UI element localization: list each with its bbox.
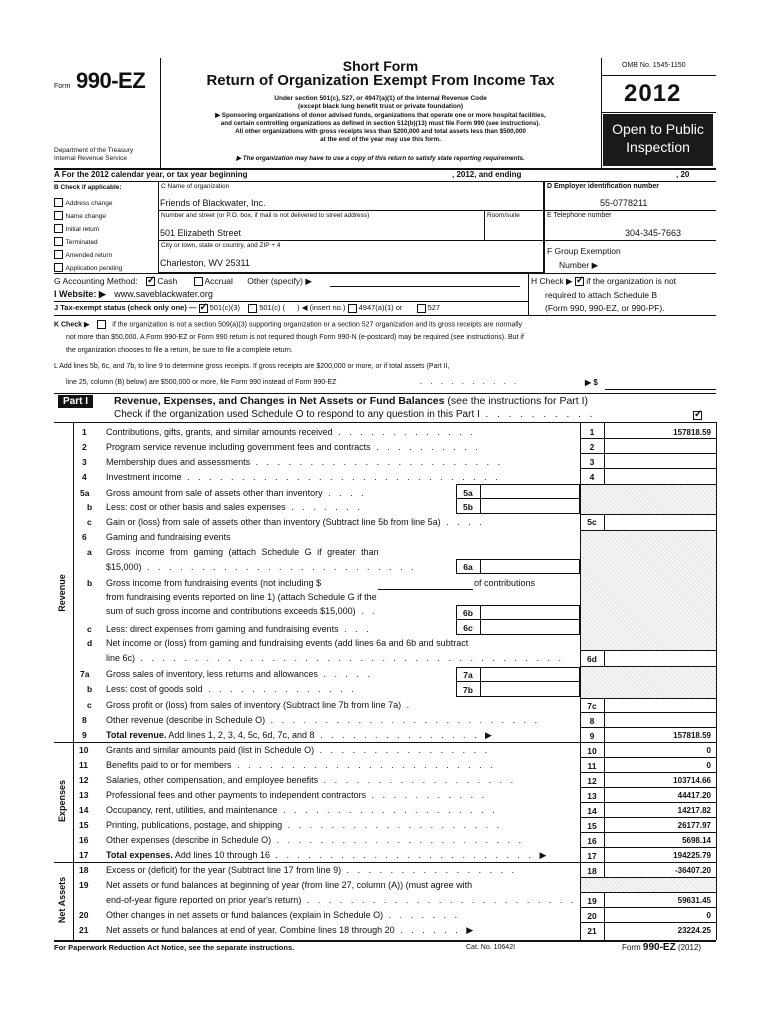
ein-value[interactable]: 55-0778211 bbox=[600, 198, 648, 208]
all-other-line-1: All other organizations with gross receipts less than $200,000 and total assets less than $500,000 bbox=[235, 128, 526, 135]
line-13-text: Professional fees and other payments to independent contractors . . . . . . . . . . . bbox=[106, 790, 488, 800]
line-2-text: Program service revenue including government fees and contracts . . . . . . . . . . bbox=[106, 442, 481, 452]
section-a-label: A For the 2012 calendar year, or tax year beginning bbox=[54, 170, 248, 179]
line-17-box: 17 bbox=[587, 851, 597, 861]
name-change-option[interactable]: Name change bbox=[54, 210, 122, 223]
line-7a-box: 7a bbox=[463, 670, 473, 680]
city-value[interactable]: Charleston, WV 25311 bbox=[160, 258, 250, 268]
line-6b-box: 6b bbox=[463, 608, 473, 618]
line-17-text: Total expenses. Add lines 10 through 16 . . . . . . . . . . . . . . . . . . . . . . . . ▶ bbox=[106, 850, 550, 860]
part1-title: Revenue, Expenses, and Changes in Net Assets or Fund Balances (see the instructions for Part I) bbox=[114, 395, 589, 407]
line-6b-text-3: sum of such gross income and contributions exceeds $15,000) . . bbox=[106, 606, 378, 616]
line-5b-number: b bbox=[87, 502, 93, 512]
title-short: Short Form bbox=[342, 58, 419, 74]
line-12-box: 12 bbox=[587, 776, 597, 786]
org-name-label: C Name of organization bbox=[161, 183, 230, 190]
amended-return-checkbox[interactable] bbox=[54, 250, 63, 259]
section-k-checkbox[interactable] bbox=[97, 320, 106, 329]
tax-year: 2012 bbox=[624, 80, 682, 107]
line-15-number: 15 bbox=[79, 820, 89, 830]
section-a-20: , 20 bbox=[676, 170, 690, 179]
line-11-box: 11 bbox=[587, 761, 597, 771]
line-7a-text: Gross sales of inventory, less returns and allowances . . . . . bbox=[106, 669, 373, 679]
line-5a-text: Gross amount from sale of assets other than inventory . . . . bbox=[106, 488, 367, 498]
line-17-number: 17 bbox=[79, 850, 89, 860]
cash-checkbox[interactable] bbox=[146, 277, 155, 286]
line-6c-box: 6c bbox=[463, 623, 473, 633]
org-name-value[interactable]: Friends of Blackwater, Inc. bbox=[160, 198, 266, 208]
line-9-amount[interactable]: 157818.59 bbox=[673, 731, 711, 740]
line-6c-text: Less: direct expenses from gaming and fundraising events . . . bbox=[106, 624, 372, 634]
line-3-text: Membership dues and assessments . . . . . . . . . . . . . . . . . . . . . . . bbox=[106, 457, 504, 467]
website-value[interactable]: www.saveblackwater.org bbox=[114, 289, 213, 299]
line-1-amount[interactable]: 157818.59 bbox=[673, 428, 711, 437]
line-6a-text: Gross income from gaming (attach Schedule G if greater than bbox=[106, 547, 379, 557]
line-14-box: 14 bbox=[587, 806, 597, 816]
501c-checkbox[interactable] bbox=[248, 304, 257, 313]
line-19-box: 19 bbox=[587, 896, 597, 906]
line-10-box: 10 bbox=[587, 746, 597, 756]
accounting-method: G Accounting Method: ✓ Cash Accrual Other (specify) ▶ bbox=[54, 276, 312, 287]
line-21-text: Net assets or fund balances at end of year. Combine lines 18 through 20 . . . . . . ▶ bbox=[106, 925, 477, 935]
section-h-line3: (Form 990, 990-EZ, or 990-PF). bbox=[545, 303, 665, 313]
website-row: I Website: ▶ www.saveblackwater.org bbox=[54, 289, 213, 299]
line-18-number: 18 bbox=[79, 865, 89, 875]
schedule-o-checkbox[interactable] bbox=[693, 411, 702, 420]
line-5c-box: 5c bbox=[587, 517, 597, 527]
initial-return-option[interactable]: Initial return bbox=[54, 223, 122, 236]
line-6b-text: Gross income from fundraising events (not including $ bbox=[106, 578, 322, 588]
title-main: Return of Organization Exempt From Income Tax bbox=[206, 72, 555, 89]
4947-checkbox[interactable] bbox=[348, 304, 357, 313]
line-18-box: 18 bbox=[587, 866, 597, 876]
line-5c-text: Gain or (loss) from sale of assets other than inventory (Subtract line 5b from line 5a) . . . . bbox=[106, 517, 485, 527]
line-6c-number: c bbox=[87, 624, 92, 634]
line-10-text: Grants and similar amounts paid (list in Schedule O) . . . . . . . . . . . . . . . . bbox=[106, 745, 491, 755]
accrual-checkbox[interactable] bbox=[194, 277, 203, 286]
form-number: 990-EZ bbox=[76, 68, 146, 93]
line-14-text: Occupancy, rent, utilities, and maintenance . . . . . . . . . . . . . . . . . . . . bbox=[106, 805, 498, 815]
section-l-dots: . . . . . . . . . . bbox=[420, 377, 520, 386]
terminated-checkbox[interactable] bbox=[54, 237, 63, 246]
cash-label: Cash bbox=[157, 276, 178, 286]
line-1-number: 1 bbox=[82, 427, 87, 437]
line-15-amount[interactable]: 26177.97 bbox=[677, 821, 711, 830]
line-9-number: 9 bbox=[82, 730, 87, 740]
line-13-number: 13 bbox=[79, 790, 89, 800]
line-6-number: 6 bbox=[82, 532, 87, 542]
gross-receipts-dollar: ▶ $ bbox=[585, 378, 598, 387]
schedule-b-checkbox[interactable] bbox=[575, 277, 584, 286]
line-5b-box: 5b bbox=[463, 502, 473, 512]
527-checkbox[interactable] bbox=[417, 304, 426, 313]
under-section: Under section 501(c), 527, or 4947(a)(1) of the Internal Revenue Code bbox=[274, 95, 487, 102]
line-11-number: 11 bbox=[79, 760, 88, 770]
copy-notice: ▶ The organization may have to use a copy of this return to satisfy state reporting requirements. bbox=[236, 155, 525, 162]
line-19-number: 19 bbox=[79, 880, 89, 890]
line-8-text: Other revenue (describe in Schedule O) . . . . . . . . . . . . . . . . . . . . . . . . . bbox=[106, 715, 541, 725]
section-b-checklist bbox=[54, 197, 122, 275]
line-11-text: Benefits paid to or for members . . . . . . . . . . . . . . . . . . . . . . . . bbox=[106, 760, 496, 770]
line-17-amount[interactable]: 194225.79 bbox=[673, 851, 711, 860]
street-value[interactable]: 501 Elizabeth Street bbox=[160, 228, 242, 238]
section-h-line2: required to attach Schedule B bbox=[545, 290, 657, 300]
other-method-label: Other (specify) ▶ bbox=[247, 276, 312, 286]
ein-label: D Employer identification number bbox=[547, 183, 660, 190]
line-4-text: Investment income . . . . . . . . . . . . . . . . . . . . . . . . . . . . . bbox=[106, 472, 501, 482]
section-l-line1: L Add lines 5b, 6c, and 7b, to line 9 to determine gross receipts. If gross receipts are $200,000 or more, or if total assets (Part II, bbox=[54, 363, 450, 370]
line-7b-number: b bbox=[87, 684, 93, 694]
line-7c-text: Gross profit or (loss) from sales of inventory (Subtract line 7b from line 7a) . bbox=[106, 700, 413, 710]
line-7a-number: 7a bbox=[80, 669, 90, 679]
section-l-line2: line 25, column (B) below) are $500,000 or more, file Form 990 instead of Form 990-EZ bbox=[66, 379, 337, 386]
omb-number: OMB No. 1545-1150 bbox=[622, 62, 686, 69]
line-15-box: 15 bbox=[587, 821, 597, 831]
line-20-box: 20 bbox=[587, 911, 597, 921]
room-suite-label: Room/suite bbox=[487, 212, 520, 219]
section-h: H Check ▶ ✓ if the organization is not bbox=[531, 276, 676, 287]
line-10-amount[interactable]: 0 bbox=[706, 746, 711, 755]
line-21-box: 21 bbox=[587, 926, 597, 936]
section-b-label: B Check if applicable: bbox=[54, 184, 122, 191]
line-16-text: Other expenses (describe in Schedule O) . . . . . . . . . . . . . . . . . . . . . . . bbox=[106, 835, 525, 845]
line-6b-of-contributions: of contributions bbox=[474, 578, 536, 588]
side-label-net-assets: Net Assets bbox=[57, 876, 67, 924]
catalog-number: Cat. No. 10642I bbox=[466, 944, 516, 951]
line-21-number: 21 bbox=[79, 925, 89, 935]
line-20-number: 20 bbox=[79, 910, 89, 920]
form-word: Form bbox=[54, 83, 71, 90]
line-6b-contrib-field[interactable] bbox=[378, 589, 473, 590]
line-6d-text-2: line 6c) . . . . . . . . . . . . . . . . . . . . . . . . . . . . . . . . . . . . . . . bbox=[106, 653, 565, 663]
line-4-box: 4 bbox=[589, 472, 595, 482]
line-15-text: Printing, publications, postage, and shipping . . . . . . . . . . . . . . . . . . . . bbox=[106, 820, 503, 830]
line-12-text: Salaries, other compensation, and employee benefits . . . . . . . . . . . . . . . . . . bbox=[106, 775, 517, 785]
line-5b-text: Less: cost or other basis and sales expenses . . . . . . . bbox=[106, 502, 363, 512]
line-16-amount[interactable]: 5698.14 bbox=[682, 836, 711, 845]
line-19-text-2: end-of-year figure reported on prior year's return) . . . . . . . . . . . . . . . . . . . . . . . . . bbox=[106, 895, 577, 905]
department-label: Department of the Treasury Internal Revenue Service bbox=[54, 147, 134, 162]
city-label: City or town, state or country, and ZIP + 4 bbox=[161, 242, 281, 249]
line-4-number: 4 bbox=[82, 472, 87, 482]
line-3-box: 3 bbox=[589, 457, 595, 467]
line-2-box: 2 bbox=[589, 442, 595, 452]
line-6d-box: 6d bbox=[587, 654, 597, 664]
line-19-amount[interactable]: 59631.45 bbox=[677, 896, 711, 905]
name-change-checkbox[interactable] bbox=[54, 211, 63, 220]
line-2-number: 2 bbox=[82, 442, 87, 452]
line-9-box: 9 bbox=[589, 731, 595, 741]
paperwork-notice: For Paperwork Reduction Act Notice, see the separate instructions. bbox=[54, 943, 295, 952]
address-change-option[interactable]: Address change bbox=[54, 197, 122, 210]
open-to-public-badge: Open to Public Inspection bbox=[603, 114, 713, 166]
terminated-option[interactable]: Terminated bbox=[54, 236, 122, 249]
side-label-expenses: Expenses bbox=[57, 779, 67, 823]
tax-exempt-status: J Tax-exempt status (check only one) — ✓ 501(c)(3) 501(c) ( ) ◀ (insert no.) 4947(a)(1) or 527 bbox=[54, 303, 440, 313]
line-10-number: 10 bbox=[79, 745, 89, 755]
section-k-line3: the organization chooses to file a return, be sure to file a complete return. bbox=[66, 347, 293, 354]
telephone-label: E Telephone number bbox=[547, 212, 612, 219]
line-13-box: 13 bbox=[587, 791, 597, 801]
line-19-text: Net assets or fund balances at beginning of year (from line 27, column (A)) (must agree with bbox=[106, 880, 473, 890]
sponsoring-line-1: ▶ Sponsoring organizations of donor advised funds, organizations that operate one or more hospital facilities, bbox=[215, 112, 546, 119]
footer-form-id: Form 990-EZ (2012) bbox=[622, 942, 702, 953]
line-6b-number: b bbox=[87, 578, 93, 588]
line-5a-box: 5a bbox=[463, 488, 473, 498]
line-6b-text-2: from fundraising events reported on line 1) (attach Schedule G if the bbox=[106, 592, 377, 602]
initial-return-checkbox[interactable] bbox=[54, 224, 63, 233]
line-1-box: 1 bbox=[589, 427, 595, 437]
section-a-and-ending: , 2012, and ending bbox=[452, 170, 522, 179]
line-6d-text: Net income or (loss) from gaming and fundraising events (add lines 6a and 6b and subtract bbox=[106, 638, 469, 648]
line-6a-number: a bbox=[87, 547, 92, 557]
schedule-o-checkbox-wrap[interactable] bbox=[693, 410, 702, 420]
line-5c-number: c bbox=[87, 517, 92, 527]
street-label: Number and street (or P.O. box, if mail is not delivered to street address) bbox=[161, 212, 370, 219]
except-black-lung: (except black lung benefit trust or private foundation) bbox=[297, 103, 464, 110]
application-pending-checkbox[interactable] bbox=[54, 263, 63, 272]
part1-badge: Part I bbox=[58, 395, 93, 408]
telephone-value[interactable]: 304-345-7663 bbox=[625, 228, 682, 238]
line-21-amount[interactable]: 23224.25 bbox=[677, 926, 711, 935]
line-8-box: 8 bbox=[589, 716, 595, 726]
side-label-revenue: Revenue bbox=[57, 574, 67, 612]
line-12-number: 12 bbox=[79, 775, 89, 785]
section-k-line1: K Check ▶ if the organization is not a section 509(a)(3) supporting organization or a section 527 organization and its gross receipts are normally bbox=[54, 321, 523, 329]
501c3-checkbox[interactable] bbox=[199, 304, 208, 313]
application-pending-option[interactable]: Application pending bbox=[54, 262, 122, 275]
line-20-amount[interactable]: 0 bbox=[706, 911, 711, 920]
line-3-number: 3 bbox=[82, 457, 87, 467]
section-k-line2: not more than $50,000. A Form 990-EZ or Form 990 return is not required though Form 990-N (e-postcard) may be required (see instructions). But if bbox=[66, 334, 524, 341]
group-exemption: F Group Exemption Number ▶ bbox=[547, 246, 621, 270]
line-12-amount[interactable]: 103714.66 bbox=[673, 776, 711, 785]
line-6d-number: d bbox=[87, 638, 93, 648]
accrual-label: Accrual bbox=[204, 276, 233, 286]
line-16-number: 16 bbox=[79, 835, 89, 845]
schedule-o-check-line: Check if the organization used Schedule O to respond to any question in this Part I . . . . . . . . . . bbox=[114, 409, 596, 420]
line-5a-number: 5a bbox=[80, 488, 90, 498]
line-8-number: 8 bbox=[82, 715, 87, 725]
all-other-line-2: at the end of the year may use this form. bbox=[320, 136, 441, 143]
line-9-text: Total revenue. Add lines 1, 2, 3, 4, 5c, 6d, 7c, and 8 . . . . . . . . . . . . . . . ▶ bbox=[106, 730, 495, 740]
line-14-amount[interactable]: 14217.82 bbox=[677, 806, 711, 815]
line-18-amount[interactable]: -36407.20 bbox=[674, 866, 711, 875]
line-7c-box: 7c bbox=[587, 701, 597, 711]
address-change-checkbox[interactable] bbox=[54, 198, 63, 207]
line-7b-box: 7b bbox=[463, 685, 473, 695]
line-6a-box: 6a bbox=[463, 562, 473, 572]
amended-return-option[interactable]: Amended return bbox=[54, 249, 122, 262]
line-16-box: 16 bbox=[587, 836, 597, 846]
line-1-text: Contributions, gifts, grants, and similar amounts received . . . . . . . . . . . . . bbox=[106, 427, 476, 437]
line-6-text: Gaming and fundraising events bbox=[106, 532, 231, 542]
line-6a-text-2: $15,000) . . . . . . . . . . . . . . . . . . . . . . . . . bbox=[106, 562, 417, 572]
line-20-text: Other changes in net assets or fund balances (explain in Schedule O) . . . . . . . bbox=[106, 910, 461, 920]
line-13-amount[interactable]: 44417.20 bbox=[677, 791, 711, 800]
line-14-number: 14 bbox=[79, 805, 89, 815]
line-11-amount[interactable]: 0 bbox=[706, 761, 711, 770]
line-7b-text: Less: cost of goods sold . . . . . . . . . . . . . . bbox=[106, 684, 357, 694]
line-18-text: Excess or (deficit) for the year (Subtract line 17 from line 9) . . . . . . . . . . . . . . . . bbox=[106, 865, 518, 875]
line-7c-number: c bbox=[87, 700, 92, 710]
sponsoring-line-2: and certain controlling organizations as defined in section 512(b)(13) must file Form 990 (see instructions). bbox=[220, 120, 541, 127]
